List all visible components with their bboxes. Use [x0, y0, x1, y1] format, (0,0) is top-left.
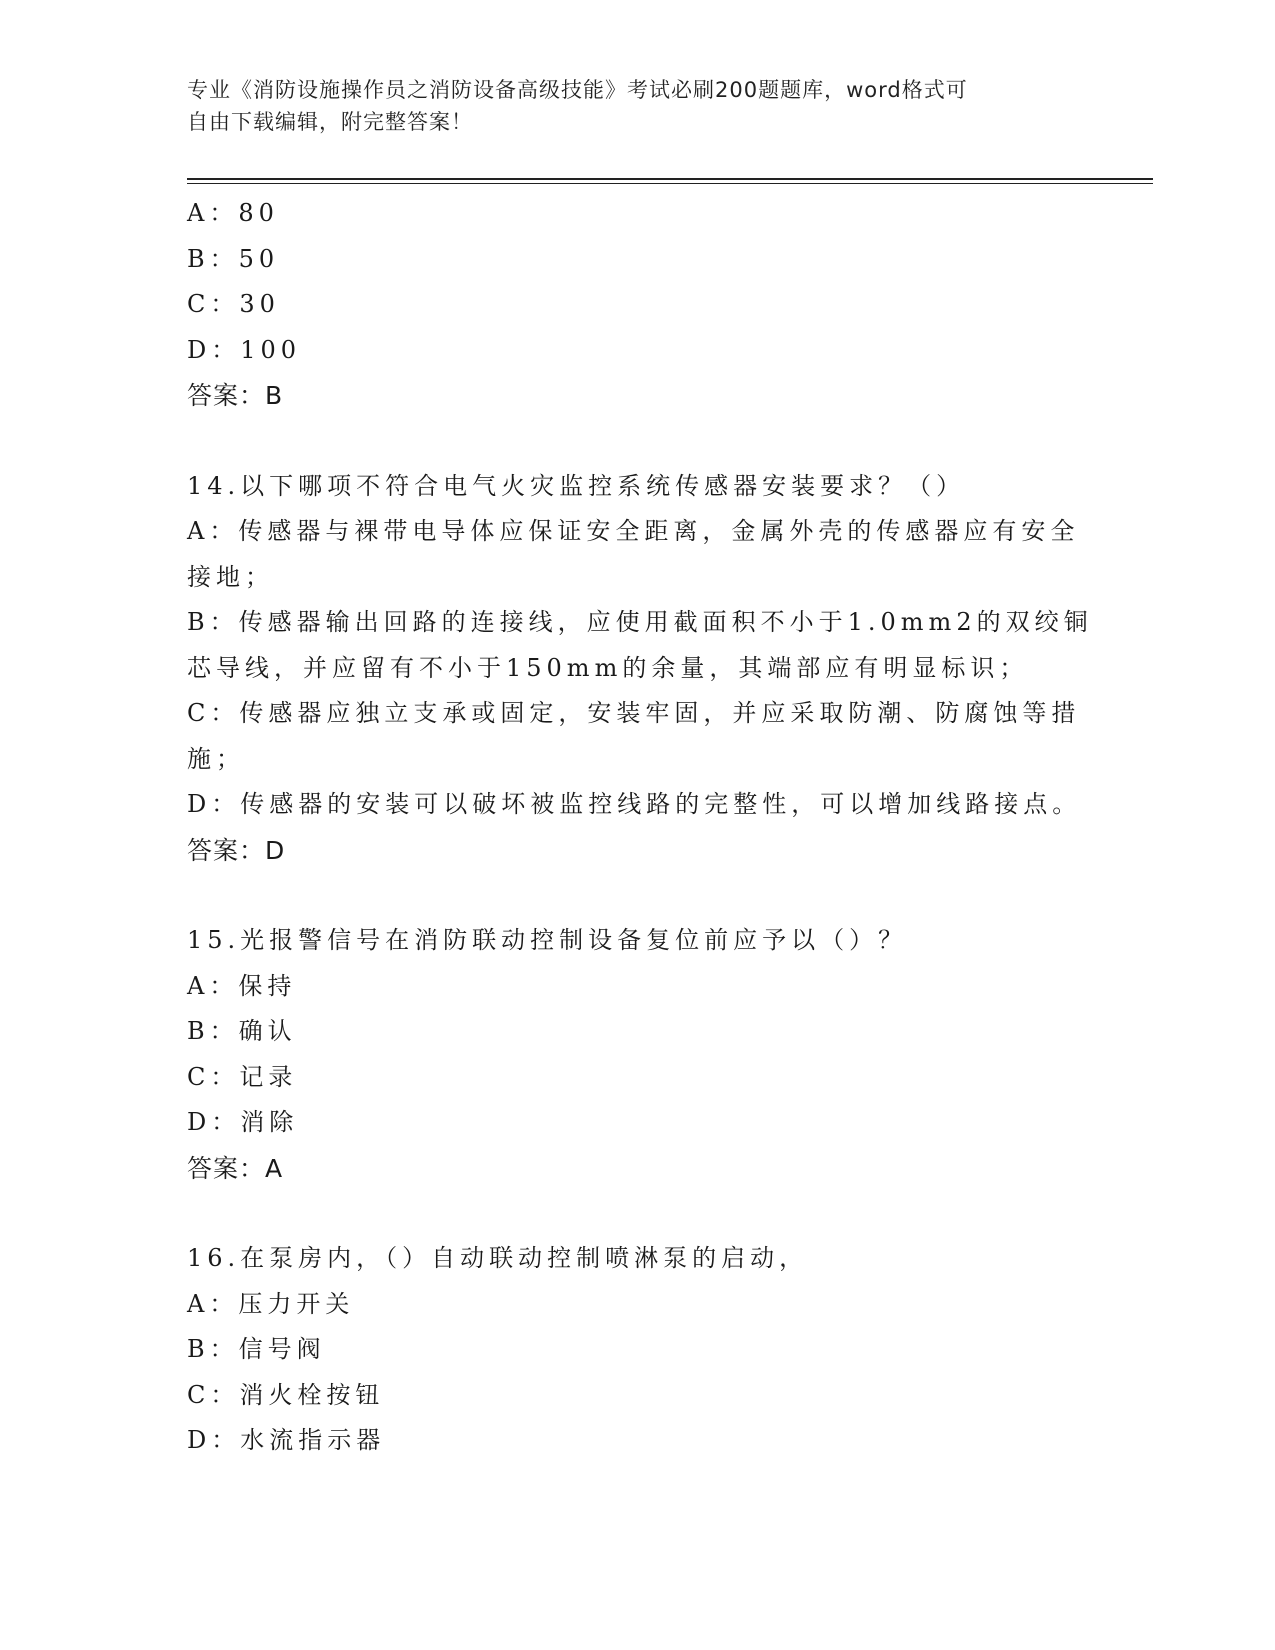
header-divider-thick	[187, 178, 1153, 180]
q14-option-a-line-2: 接地；	[187, 562, 274, 591]
q15-option-b: B：确认	[187, 1017, 297, 1045]
header-line-2: 自由下载编辑，附完整答案！	[187, 110, 473, 134]
q13-option-d: D：100	[187, 335, 302, 364]
q15-answer: 答案：A	[187, 1153, 284, 1183]
q14-question: 14.以下哪项不符合电气火灾监控系统传感器安装要求？（）	[187, 471, 966, 500]
q13-option-c: C：30	[187, 290, 280, 318]
question-list	[187, 191, 1093, 1464]
question-15-block	[187, 918, 1087, 1191]
q14-option-b-line-2: 芯导线，并应留有不小于150mm的余量，其端部应有明显标识；	[187, 653, 1029, 682]
q14-option-c-line-1: C：传感器应独立支承或固定，安装牢固，并应采取防潮、防腐蚀等措	[187, 699, 1081, 727]
question-13-block	[187, 191, 1087, 419]
q13-option-b: B：50	[187, 244, 280, 273]
spacer	[187, 1191, 1087, 1236]
q14-option-b-line-1: B：传感器输出回路的连接线，应使用截面积不小于1.0mm2的双绞铜	[187, 608, 1093, 636]
q13-answer: 答案：B	[187, 381, 284, 410]
header-line-1: 专业《消防设施操作员之消防设备高级技能》考试必刷200题题库，word格式可	[187, 78, 968, 102]
q16-option-d: D：水流指示器	[187, 1426, 386, 1454]
q14-option-a-line-1: A：传感器与裸带电导体应保证安全距离，金属外壳的传感器应有安全	[187, 517, 1080, 545]
spacer	[187, 419, 1087, 464]
question-16-block	[187, 1236, 1087, 1464]
q15-option-a: A：保持	[187, 971, 297, 1000]
document-header	[187, 74, 1087, 138]
q14-option-d: D：传感器的安装可以破坏被监控线路的完整性，可以增加线路接点。	[187, 790, 1082, 818]
q15-question: 15.光报警信号在消防联动控制设备复位前应予以（）？	[187, 926, 908, 954]
q15-option-c: C：记录	[187, 1062, 298, 1091]
q16-option-c: C：消火栓按钮	[187, 1380, 385, 1409]
q16-option-a: A：压力开关	[187, 1289, 355, 1318]
spacer	[187, 873, 1087, 918]
q14-answer: 答案：D	[187, 835, 286, 865]
header-divider-thin	[187, 183, 1153, 184]
question-14-block	[187, 464, 1093, 874]
q16-option-b: B：信号阀	[187, 1335, 326, 1363]
q15-option-d: D：消除	[187, 1108, 299, 1136]
q16-question: 16.在泵房内，（）自动联动控制喷淋泵的启动，	[187, 1244, 809, 1272]
q14-option-c-line-2: 施；	[187, 744, 245, 773]
q13-option-a: A：80	[187, 199, 279, 227]
